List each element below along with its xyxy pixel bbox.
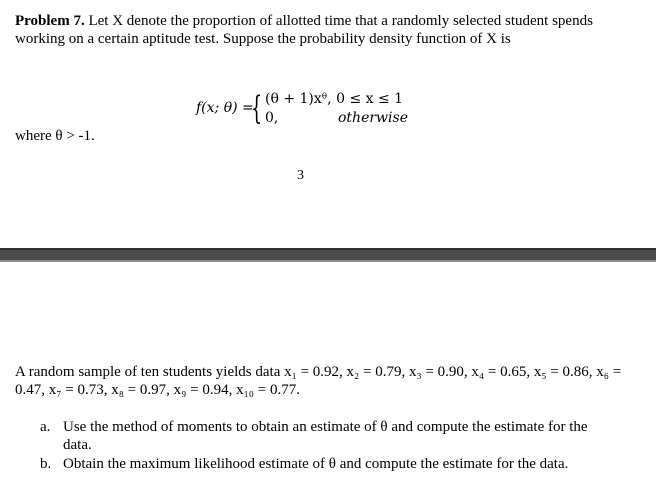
- problem-statement: [15, 12, 615, 48]
- problem-label: Problem 7.: [15, 13, 85, 29]
- sample-data-paragraph: A random sample of ten students yields data x₁ = 0.92, x₂ = 0.79, x₃ = 0.90, x₄ = 0.65, x₅ = 0.86, x₆ = 0.47, x₇ = 0.73, x₈ = 0.97, x₉ = 0.94, x₁₀ = 0.77.: [15, 364, 622, 398]
- formula-case-2: 0,: [265, 110, 279, 126]
- formula-otherwise: otherwise: [338, 110, 408, 126]
- parameter-condition: where θ > -1.: [15, 128, 95, 144]
- formula-lhs: f(x; θ) =: [196, 100, 254, 116]
- question-b-label: b.: [40, 456, 52, 472]
- question-b-text: Obtain the maximum likelihood estimate of θ and compute the estimate for the data.: [63, 456, 569, 472]
- question-a-text: Use the method of moments to obtain an estimate of θ and compute the estimate for the data.: [63, 419, 588, 453]
- question-a-label: a.: [40, 419, 51, 435]
- page-divider: [0, 248, 656, 262]
- formula-brace: {: [251, 89, 263, 127]
- formula-case-1: (θ + 1)xᶿ, 0 ≤ x ≤ 1: [265, 91, 404, 107]
- problem-text: Let X denote the proportion of allotted time that a randomly selected student spends working on a certain aptitude test. Suppose the probability density function of X is: [15, 13, 593, 47]
- page-number: 3: [297, 168, 304, 183]
